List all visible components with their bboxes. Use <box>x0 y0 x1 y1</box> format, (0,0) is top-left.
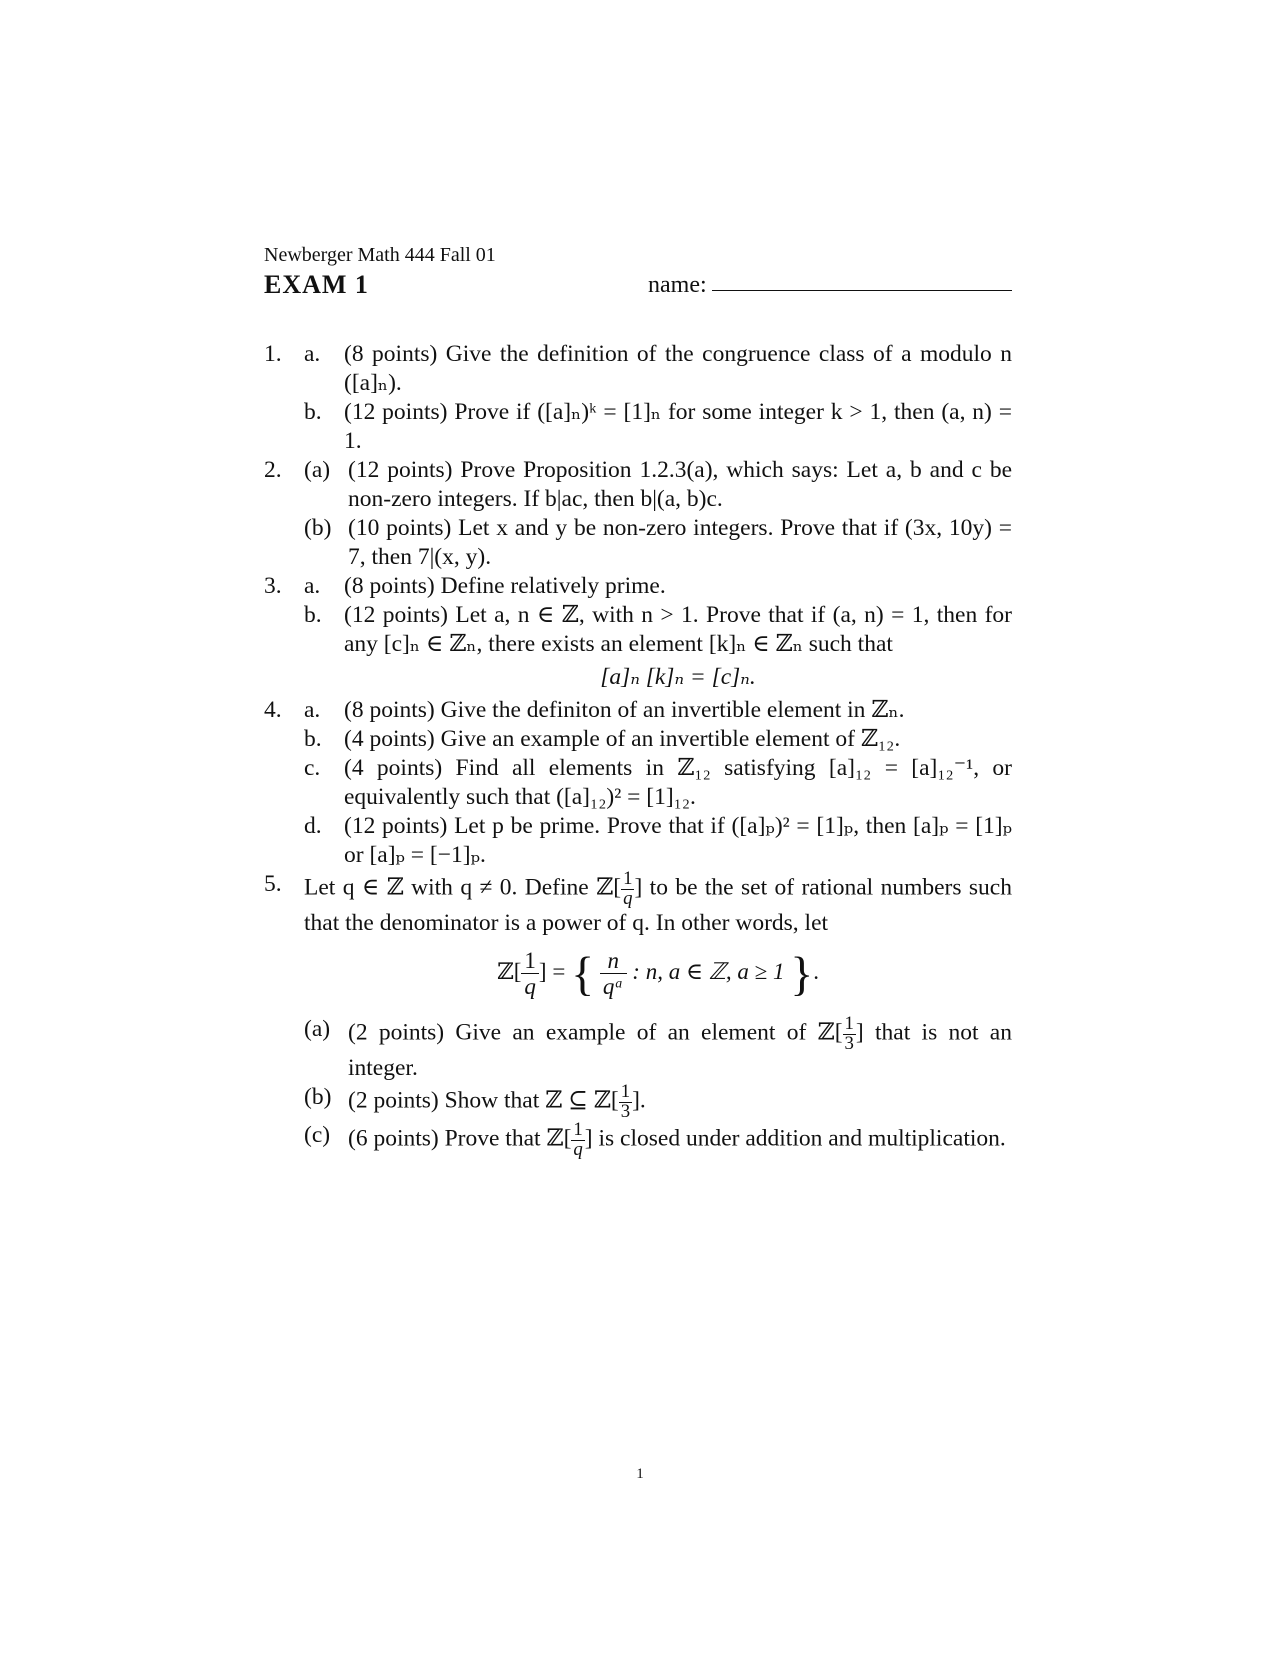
fraction <box>843 1015 856 1054</box>
part-text: (8 points) Give the definition of the congruence class of a modulo n ([a]ₙ). <box>344 341 1012 396</box>
fraction-numerator: 1 <box>844 1013 854 1035</box>
problem-part <box>304 340 1012 398</box>
part-label: d. <box>304 813 322 839</box>
part-label: b. <box>304 726 322 752</box>
part-text-b: ] that is not an integer. <box>348 1019 1012 1081</box>
problem-part <box>304 1015 1012 1083</box>
problem-3 <box>264 572 1012 696</box>
fraction-denominator: q <box>573 1139 583 1161</box>
part-text <box>348 1015 1012 1083</box>
problem-intro <box>304 870 1012 938</box>
part-text: (12 points) Prove Proposition 1.2.3(a), which says: Let a, b and c be non-zero integers. If b|ac, then b|(a, b)c. <box>348 457 1012 512</box>
part-text: (8 points) Define relatively prime. <box>344 573 666 599</box>
part-label: (b) <box>304 1083 332 1110</box>
problem-part <box>304 754 1012 812</box>
fraction-denominator: 3 <box>620 1100 631 1122</box>
fraction-numerator: n <box>600 948 627 974</box>
fraction-numerator: 1 <box>573 1119 583 1141</box>
exam-title: EXAM 1 <box>264 270 369 299</box>
problem-list <box>264 340 1012 1160</box>
name-label: name: <box>648 272 707 298</box>
part-text-a: (6 points) Prove that ℤ[ <box>348 1126 572 1153</box>
problem-number: 1. <box>264 341 282 367</box>
problem-part <box>304 456 1012 514</box>
course-heading: Newberger Math 444 Fall 01 <box>264 244 496 266</box>
problem-number: 5. <box>264 871 282 897</box>
intro-text: Let q ∈ ℤ with q ≠ 0. Define ℤ[ <box>304 874 622 901</box>
part-label: (c) <box>304 1122 331 1149</box>
fraction-numerator: 1 <box>620 1080 631 1102</box>
fraction <box>600 948 627 1000</box>
display-equation: [a]ₙ [k]ₙ = [c]ₙ. <box>600 664 756 690</box>
part-text: (12 points) Prove if ([a]ₙ)ᵏ = [1]ₙ for some integer k > 1, then (a, n) = 1. <box>344 399 1012 454</box>
fraction <box>621 870 634 909</box>
problem-part <box>304 514 1012 572</box>
set-definition-display <box>304 948 1012 1000</box>
problem-number: 4. <box>264 697 282 723</box>
part-label: (a) <box>304 457 331 483</box>
fraction-denominator: qᵃ <box>602 973 624 999</box>
problem-part <box>304 1121 1012 1160</box>
fraction-denominator: q <box>623 887 633 909</box>
problem-part <box>304 1080 1012 1122</box>
problem-part <box>304 601 1012 696</box>
part-text-b: ] is closed under addition and multiplication. <box>584 1126 1006 1153</box>
problem-part <box>304 398 1012 456</box>
part-label: a. <box>304 341 321 367</box>
part-text-b: ]. <box>632 1087 646 1114</box>
part-label: (a) <box>304 1016 331 1043</box>
problem-part <box>304 725 1012 754</box>
problem-2 <box>264 456 1012 572</box>
part-text <box>348 1080 1012 1122</box>
problem-number: 3. <box>264 573 282 599</box>
problem-part <box>304 696 1012 725</box>
intro-text: ] to be the set of rational numbers such that the denominator is a power of q. In other words, let <box>304 874 1012 936</box>
display-period: . <box>813 958 820 984</box>
part-label: b. <box>304 602 322 628</box>
right-brace: } <box>790 946 814 1000</box>
left-brace: { <box>571 946 595 1000</box>
set-lhs-close: ] = <box>538 958 566 984</box>
fraction <box>619 1080 632 1122</box>
part-text <box>348 1121 1012 1160</box>
fraction <box>521 948 539 1000</box>
part-label: c. <box>304 755 321 781</box>
part-text: (4 points) Give an example of an invertible element of ℤ₁₂. <box>344 726 901 752</box>
page-number: 1 <box>636 1466 644 1482</box>
part-label: (b) <box>304 515 332 541</box>
problem-5 <box>264 870 1012 1160</box>
part-text-a: (2 points) Show that ℤ ⊆ ℤ[ <box>348 1087 619 1114</box>
part-text: (4 points) Find all elements in ℤ₁₂ satisfying [a]₁₂ = [a]₁₂⁻¹, or equivalently such that ([a]₁₂)² = [1]₁₂. <box>344 755 1012 810</box>
part-text: (12 points) Let a, n ∈ ℤ, with n > 1. Prove that if (a, n) = 1, then for any [c]ₙ ∈ ℤₙ, there exists an element [k]ₙ ∈ ℤₙ such that <box>344 602 1012 657</box>
problem-1 <box>264 340 1012 456</box>
part-text-a: (2 points) Give an example of an element of ℤ[ <box>348 1019 843 1046</box>
part-text: (8 points) Give the definiton of an invertible element in ℤₙ. <box>344 697 905 723</box>
fraction-numerator: 1 <box>623 868 633 889</box>
fraction-denominator: q <box>524 973 536 999</box>
fraction-numerator: 1 <box>521 948 539 974</box>
set-lhs: ℤ[ <box>496 958 522 984</box>
fraction-denominator: 3 <box>844 1032 854 1054</box>
part-label: a. <box>304 697 321 723</box>
problem-part <box>304 812 1012 870</box>
problem-number: 2. <box>264 457 282 483</box>
part-label: b. <box>304 399 322 425</box>
part-text: (12 points) Let p be prime. Prove that if ([a]ₚ)² = [1]ₚ, then [a]ₚ = [1]ₚ or [a]ₚ = [−1]ₚ. <box>344 813 1012 868</box>
problem-4 <box>264 696 1012 870</box>
name-blank-line[interactable] <box>712 290 1012 291</box>
set-condition: : n, a ∈ ℤ, a ≥ 1 <box>632 958 785 984</box>
fraction <box>571 1121 584 1160</box>
part-text: (10 points) Let x and y be non-zero integers. Prove that if (3x, 10y) = 7, then 7|(x, y). <box>348 515 1012 570</box>
problem-part <box>304 572 1012 601</box>
part-label: a. <box>304 573 321 599</box>
